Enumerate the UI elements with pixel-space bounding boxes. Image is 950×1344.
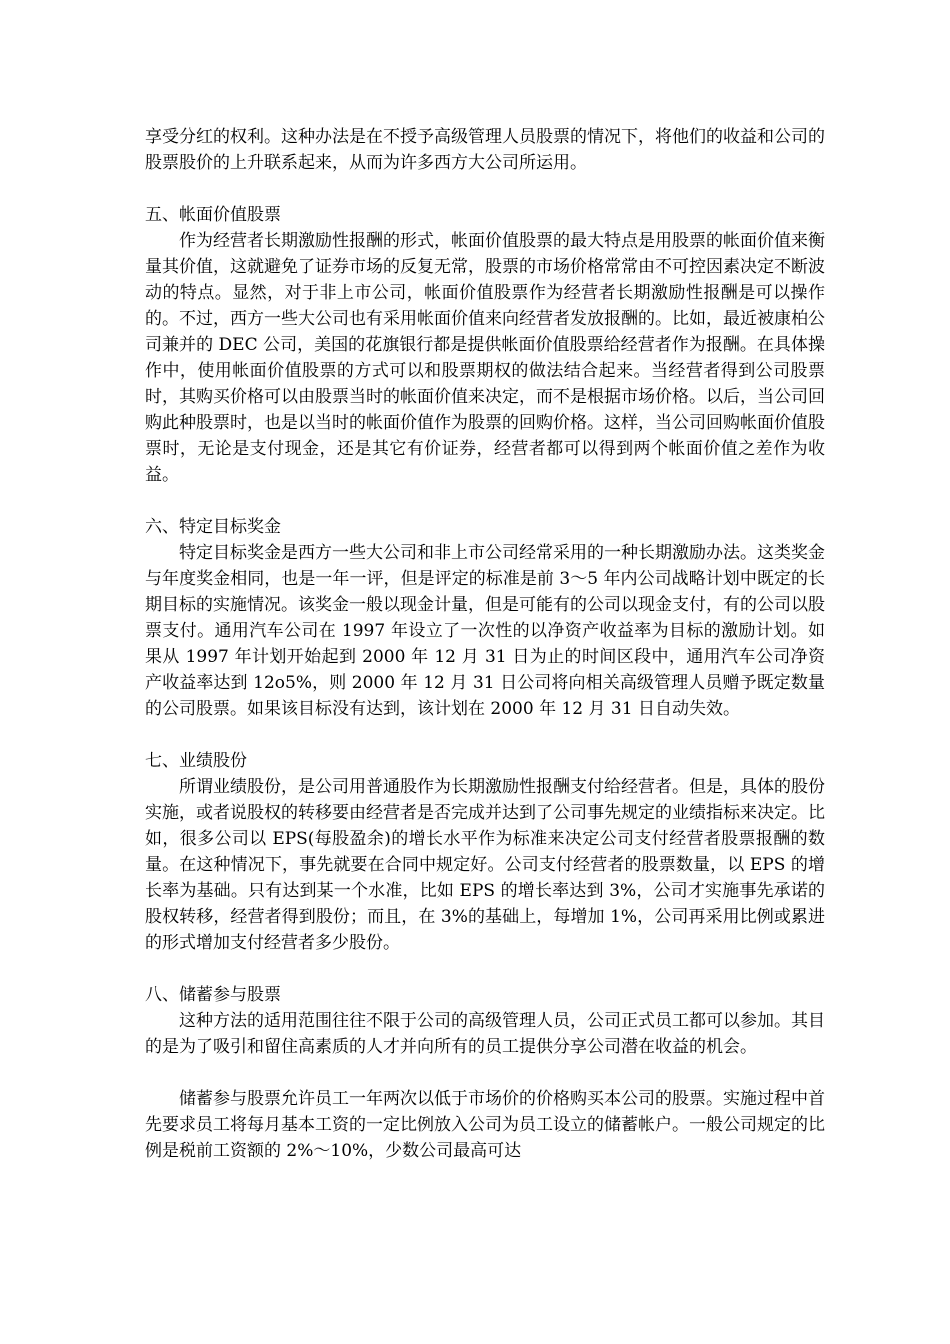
section-heading-7: 七、业绩股份	[145, 751, 247, 771]
document-body	[145, 124, 825, 1164]
section-8-paragraph-2: 储蓄参与股票允许员工一年两次以低于市场价的价格购买本公司的股票。实施过程中首先要求员工将每月基本工资的一定比例放入公司为员工设立的储蓄帐户。一般公司规定的比例是税前工资额的 2%～10%，少数公司最高可达	[145, 1089, 825, 1161]
paragraph-spacer	[145, 722, 825, 748]
section-heading-5: 五、帐面价值股票	[145, 205, 281, 225]
section-heading-6: 六、特定目标奖金	[145, 517, 281, 537]
section-6-paragraph: 特定目标奖金是西方一些大公司和非上市公司经常采用的一种长期激励办法。这类奖金与年度奖金相同，也是一年一评，但是评定的标准是前 3～5 年内公司战略计划中既定的长期目标的实施情况。该奖金一般以现金计量，但是可能有的公司以现金支付，有的公司以股票支付。通用汽车公司在 1997 年设立了一次性的以净资产收益率为目标的激励计划。如果从 1997 年计划开始起到 2000 年 12 月 31 日为止的时间区段中，通用汽车公司净资产收益率达到 12o5%，则 2000 年 12 月 31 日公司将向相关高级管理人员赠予既定数量的公司股票。如果该目标没有达到，该计划在 2000 年 12 月 31 日自动失效。	[145, 543, 825, 719]
section-7-paragraph: 所谓业绩股份，是公司用普通股作为长期激励性报酬支付给经营者。但是，具体的股份实施，或者说股权的转移要由经营者是否完成并达到了公司事先规定的业绩指标来决定。比如，很多公司以 EPS(每股盈余)的增长水平作为标准来决定公司支付经营者股票报酬的数量。在这种情况下，事先就要在合同中规定好。公司支付经营者的股票数量，以 EPS 的增长率为基础。只有达到某一个水准，比如 EPS 的增长率达到 3%，公司才实施事先承诺的股权转移，经营者得到股份；而且，在 3%的基础上，每增加 1%，公司再采用比例或累进的形式增加支付经营者多少股份。	[145, 777, 825, 953]
paragraph-spacer	[145, 956, 825, 982]
section-8-paragraph-1: 这种方法的适用范围往往不限于公司的高级管理人员，公司正式员工都可以参加。其目的是为了吸引和留住高素质的人才并向所有的员工提供分享公司潜在收益的机会。	[145, 1011, 825, 1057]
section-5-paragraph: 作为经营者长期激励性报酬的形式，帐面价值股票的最大特点是用股票的帐面价值来衡量其价值，这就避免了证券市场的反复无常，股票的市场价格常常由不可控因素决定不断波动的特点。显然，对于非上市公司，帐面价值股票作为经营者长期激励性报酬是可以操作的。不过，西方一些大公司也有采用帐面价值来向经营者发放报酬的。比如，最近被康柏公司兼并的 DEC 公司，美国的花旗银行都是提供帐面价值股票给经营者作为报酬。在具体操作中，使用帐面价值股票的方式可以和股票期权的做法结合起来。当经营者得到公司股票时，其购买价格可以由股票当时的帐面价值来决定，而不是根据市场价格。以后，当公司回购此种股票时，也是以当时的帐面价值作为股票的回购价格。这样，当公司回购帐面价值股票时，无论是支付现金，还是其它有价证券，经营者都可以得到两个帐面价值之差作为收益。	[145, 231, 825, 485]
paragraph-spacer	[145, 488, 825, 514]
paragraph-spacer	[145, 1060, 825, 1086]
section-heading-8: 八、储蓄参与股票	[145, 985, 281, 1005]
paragraph-spacer	[145, 176, 825, 202]
intro-paragraph: 享受分红的权利。这种办法是在不授予高级管理人员股票的情况下，将他们的收益和公司的股票股价的上升联系起来，从而为许多西方大公司所运用。	[145, 127, 825, 173]
